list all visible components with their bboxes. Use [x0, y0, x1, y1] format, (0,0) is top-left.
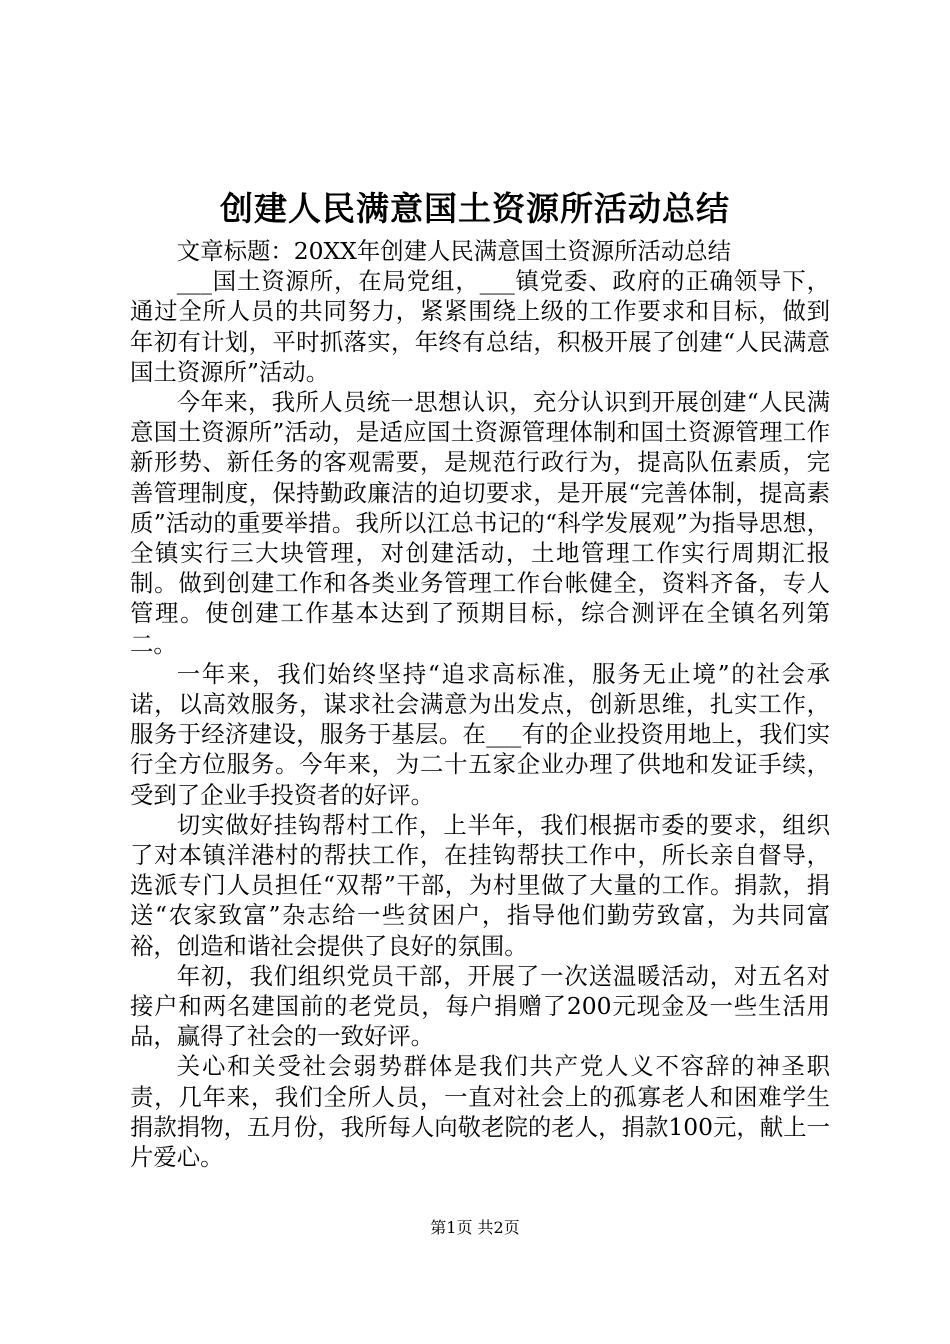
paragraph-work-overview: 今年来，我所人员统一思想认识，充分认识到开展创建“人民满意国土资源所”活动，是适应国土资源管理体制和国土资源管理工作新形势、新任务的客观需要，是规范行政行为，提高队伍素质，完善管理制度，保持勤政廉洁的迫切要求，是开展“完善体制，提高素质”活动的重要举措。我所以江总书记的“科学发展观”为指导思想，全镇实行三大块管理，对创建活动，土地管理工作实行周期汇报制。做到创建工作和各类业务管理工作台帐健全，资料齐备，专人管理。使创建工作基本达到了预期目标，综合测评在全镇名列第二。 [130, 388, 830, 658]
paragraph-service-commitment: 一年来，我们始终坚持“追求高标准，服务无止境”的社会承诺，以高效服务，谋求社会满意为出发点，创新思维，扎实工作，服务于经济建设，服务于基层。在___有的企业投资用地上，我们实行全方位服务。今年来，为二十五家企业办理了供地和发证手续，受到了企业手投资者的好评。 [130, 659, 830, 809]
document-title: 创建人民满意国土资源所活动总结 [220, 189, 730, 228]
page-number-footer: 第1页 共2页 [430, 1218, 520, 1237]
article-title-line: 文章标题：20XX年创建人民满意国土资源所活动总结 [176, 237, 732, 265]
paragraph-village-assistance: 切实做好挂钩帮村工作，上半年，我们根据市委的要求，组织了对本镇洋港村的帮扶工作，在挂钩帮扶工作中，所长亲自督导，选派专门人员担任“双帮”干部，为村里做了大量的工作。捐款，捐送“农家致富”杂志给一些贫困户，指导他们勤劳致富，为共同富裕，创造和谐社会提供了良好的氛围。 [130, 810, 830, 960]
paragraph-vulnerable-groups: 关心和关受社会弱势群体是我们共产党人义不容辞的神圣职责，几年来，我们全所人员，一直对社会上的孤寡老人和困难学生捐款捐物，五月份，我所每人向敬老院的老人，捐款100元，献上一片爱心。 [130, 1052, 830, 1172]
paragraph-intro: ___国土资源所，在局党组，___镇党委、政府的正确领导下，通过全所人员的共同努力，紧紧围绕上级的工作要求和目标，做到年初有计划，平时抓落实，年终有总结，积极开展了创建“人民满意国土资源所”活动。 [130, 267, 830, 386]
paragraph-warmth-activity: 年初，我们组织党员干部，开展了一次送温暖活动，对五名对接户和两名建国前的老党员，每户捐赠了200元现金及一些生活用品，赢得了社会的一致好评。 [130, 961, 830, 1051]
document-body [130, 236, 830, 1172]
